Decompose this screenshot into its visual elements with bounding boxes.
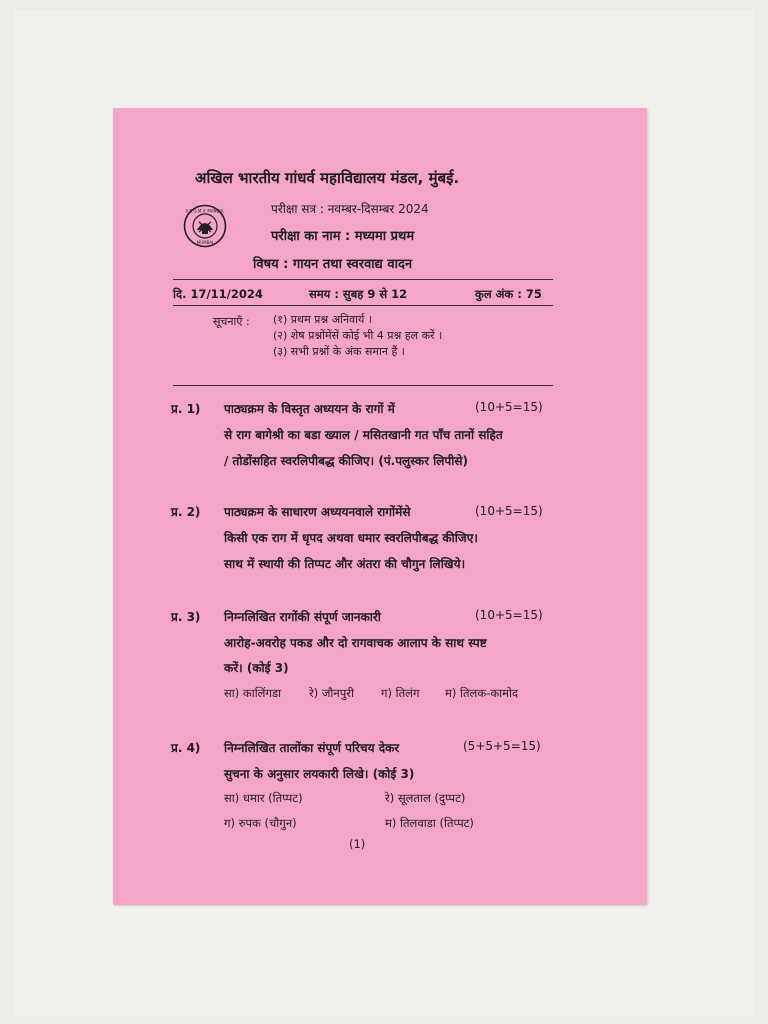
question-line: साथ में स्थायी की तिप्पट और अंतरा की चौगुन लिखिये।: [224, 557, 466, 571]
question-marks: (5+5+5=15): [463, 739, 541, 753]
instruction-item: (३) सभी प्रश्नों के अंक समान हैं ।: [273, 345, 405, 358]
option-item: सा) कालिंगडा: [224, 686, 282, 700]
seal-icon: [183, 204, 227, 248]
question-line: पाठ्यक्रम के साधारण अध्ययनवाले रागोंमेंसे: [224, 505, 411, 519]
question-line: निम्नलिखित तालोंका संपूर्ण परिचय देकर: [224, 741, 400, 755]
seal-bottom-text: MUMBAI: [196, 240, 214, 245]
question-marks: (10+5=15): [475, 608, 543, 622]
exam-name: परीक्षा का नाम : मध्यमा प्रथम: [271, 229, 415, 244]
total-marks: कुल अंक : 75: [475, 287, 542, 301]
seal-logo: [183, 204, 227, 248]
option-item: ग) रुपक (चौगुन): [224, 816, 297, 830]
question-line: सुचना के अनुसार लयकारी लिखे। (कोई 3): [224, 767, 415, 781]
instructions-label: सूचनाएँ :: [213, 315, 250, 328]
exam-subject: विषय : गायन तथा स्वरवाद्य वादन: [253, 257, 413, 272]
header-rule-top: [173, 279, 553, 280]
institution-title: अखिल भारतीय गांधर्व महाविद्यालय मंडल, मुंबई.: [195, 169, 460, 187]
header-rule-bottom: [173, 305, 553, 306]
question-line: करें। (कोई 3): [224, 661, 289, 675]
question-number: प्र. 3): [171, 610, 201, 624]
exam-session: परीक्षा सत्र : नवम्बर-दिसम्बर 2024: [271, 202, 429, 216]
page-number: (1): [349, 837, 366, 851]
instruction-item: (१) प्रथम प्रश्न अनिवार्य ।: [273, 313, 373, 326]
option-item: म) तिलवाडा (तिप्पट): [385, 816, 474, 830]
question-line: निम्नलिखित रागोंकी संपूर्ण जानकारी: [224, 610, 381, 624]
question-number: प्र. 1): [171, 402, 201, 416]
question-line: पाठ्यक्रम के विस्तृत अध्ययन के रागों में: [224, 402, 395, 416]
question-number: प्र. 4): [171, 741, 201, 755]
option-item: ग) तिलंग: [381, 686, 420, 700]
option-item: रे) जौनपुरी: [309, 686, 354, 700]
question-marks: (10+5=15): [475, 400, 543, 414]
exam-paper: [113, 108, 647, 905]
option-item: म) तिलक-कामोद: [445, 686, 519, 700]
question-line: से राग बागेश्री का बडा ख्याल / मसितखानी गत पाँच तानों सहित: [224, 428, 503, 442]
question-marks: (10+5=15): [475, 504, 543, 518]
question-line: आरोह-अवरोह पकड और दो रागवाचक आलाप के साथ स्पष्ट: [224, 636, 487, 650]
exam-time: समय : सुबह 9 से 12: [309, 287, 408, 301]
question-line: / तोडोंसहित स्वरलिपीबद्ध कीजिए। (पं.पलुस्कर लिपीसे): [224, 454, 468, 468]
question-line: किसी एक राग में धृपद अथवा धमार स्वरलिपीबद्ध कीजिए।: [224, 531, 478, 545]
option-item: रे) सूलताल (दुप्पट): [385, 791, 466, 805]
exam-date: दि. 17/11/2024: [173, 287, 263, 301]
option-item: सा) धमार (तिप्पट): [224, 791, 303, 805]
question-number: प्र. 2): [171, 505, 201, 519]
instruction-item: (२) शेष प्रश्नोंमेंसें कोई भी 4 प्रश्न हल करें ।: [273, 329, 443, 342]
seal-top-text: A.B.G.M.V. MANDAL: [185, 208, 225, 214]
instructions-rule: [173, 385, 553, 386]
